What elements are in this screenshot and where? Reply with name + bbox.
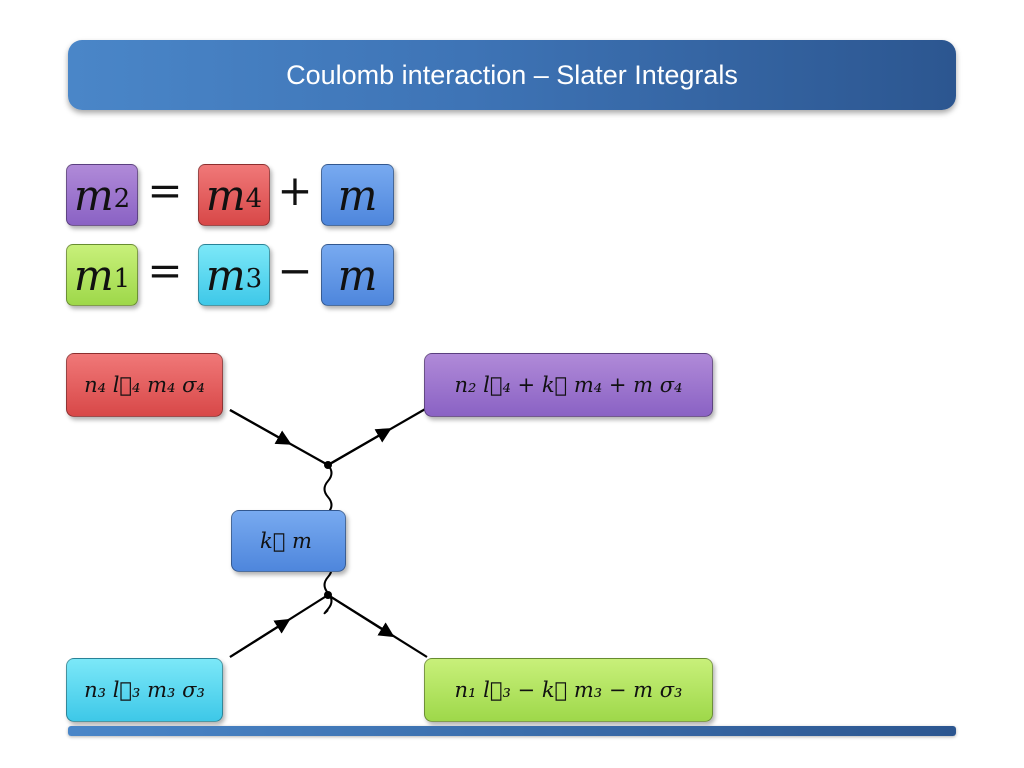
lower-outgoing-line [328, 595, 427, 657]
eq2-rhs1-symbol: m [205, 250, 246, 300]
eq2-op1: = [147, 246, 183, 295]
eq1-op2: + [277, 166, 313, 215]
state-top-right [424, 353, 713, 417]
eq2-lhs-symbol: m [73, 250, 114, 300]
slide-title: Coulomb interaction – Slater Integrals [286, 59, 738, 90]
state-middle [231, 510, 346, 572]
state-top-right-label: n₂ l⃗₄ + k⃗ m₄ + m σ₄ [454, 373, 683, 397]
lower-incoming-line [230, 595, 328, 657]
state-bottom-right-label: n₁ l⃗₃ − k⃗ m₃ − m σ₃ [454, 678, 683, 702]
state-middle-label: k⃗ m [260, 529, 312, 553]
state-bottom-left [66, 658, 223, 722]
eq1-rhs1-symbol: m [205, 170, 246, 220]
eq1-rhs2-symbol: m [337, 170, 378, 220]
state-bottom-left-label: n₃ l⃗₃ m₃ σ₃ [84, 678, 205, 702]
eq2-lhs-sub: 1 [113, 264, 131, 294]
eq1-rhs1-sub: 4 [245, 184, 263, 214]
eq2-op2: − [277, 246, 313, 295]
upper-outgoing-line [328, 408, 427, 465]
eq2-rhs2-symbol: m [337, 250, 378, 300]
upper-incoming-line [230, 410, 328, 465]
eq1-op1: = [147, 166, 183, 215]
state-top-left [66, 353, 223, 417]
eq1-lhs-symbol: m [73, 170, 114, 220]
bottom-bar [68, 726, 956, 736]
state-top-left-label: n₄ l⃗₄ m₄ σ₄ [84, 373, 205, 397]
eq2-rhs1-sub: 3 [245, 264, 263, 294]
eq1-lhs-sub: 2 [113, 184, 131, 214]
state-bottom-right [424, 658, 713, 722]
